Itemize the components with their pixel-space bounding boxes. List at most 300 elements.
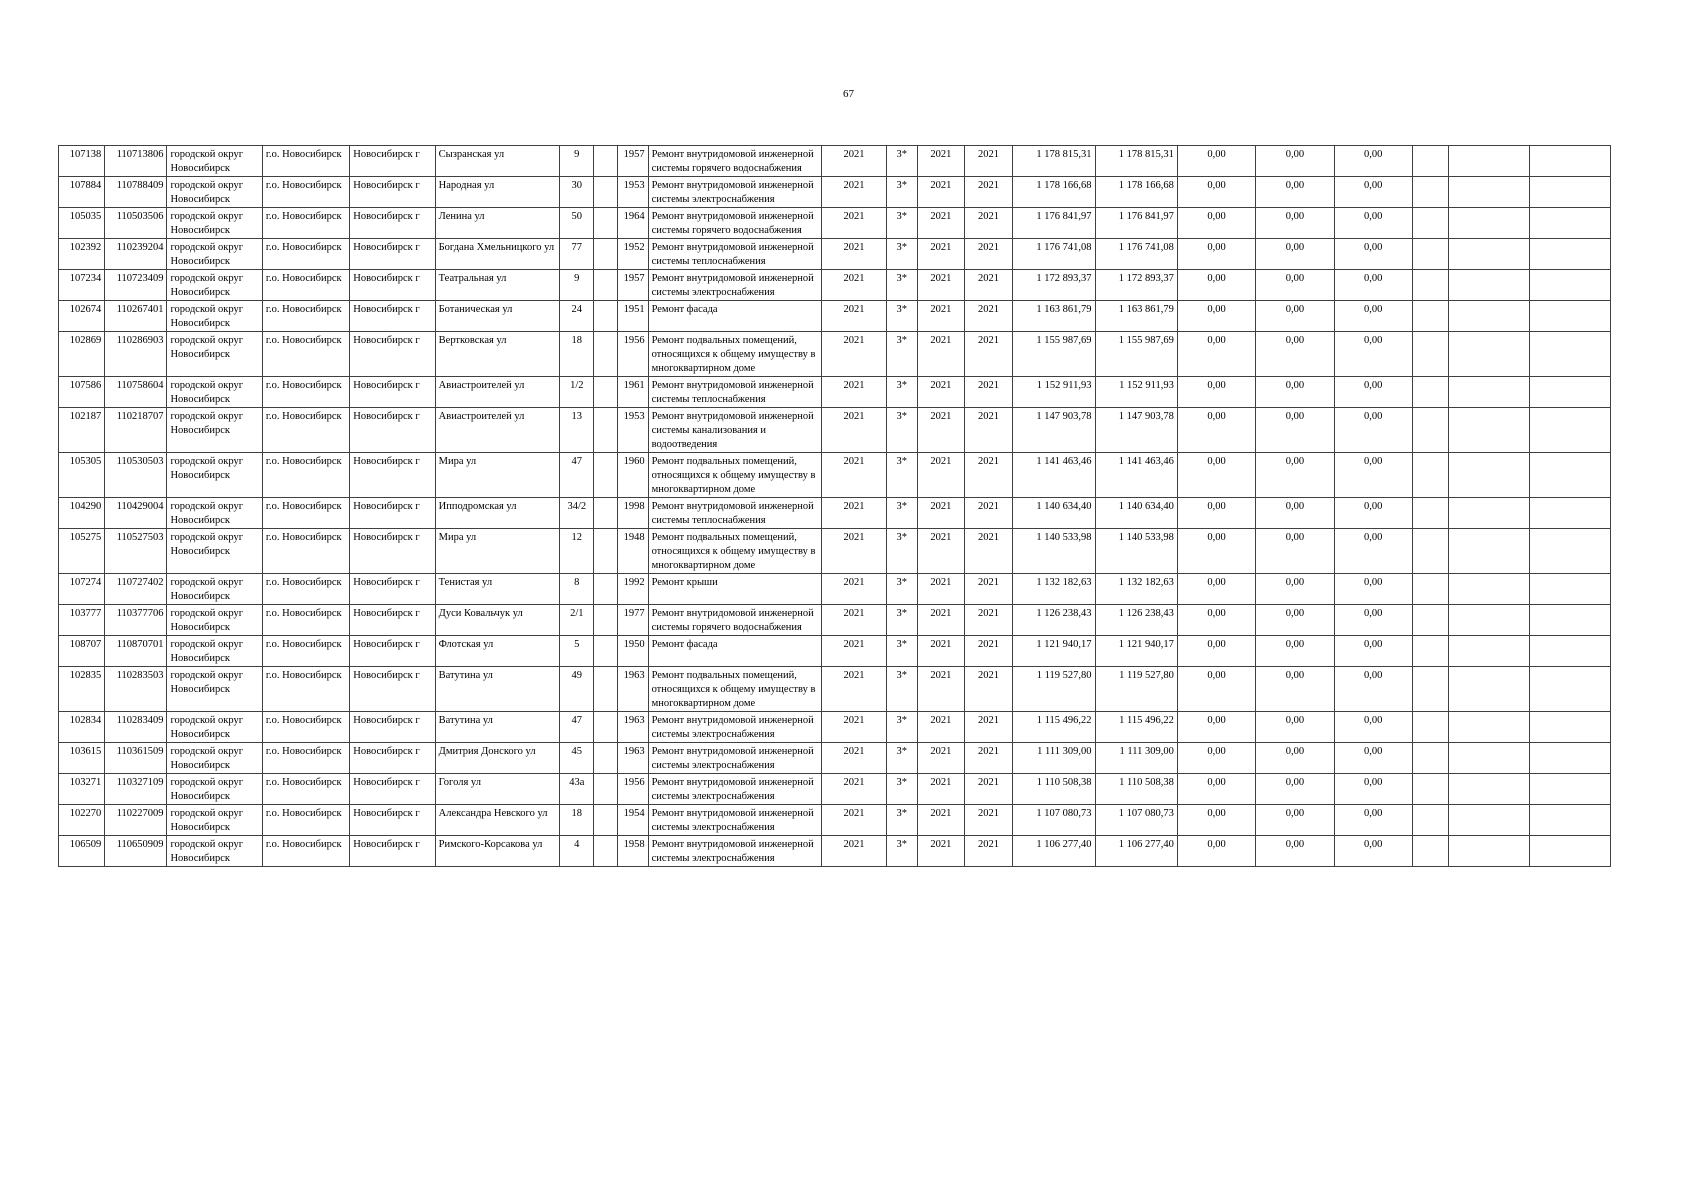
cell-extra-col-3 <box>1530 498 1611 529</box>
cell-extra-col-2 <box>1449 208 1530 239</box>
cell-city: Новосибирск г <box>350 529 435 574</box>
cell-extra-col-2 <box>1449 270 1530 301</box>
cell-extra-col-2 <box>1449 177 1530 208</box>
cell-house-code: 110758604 <box>105 377 167 408</box>
cell-street: Народная ул <box>435 177 560 208</box>
cell-cost-regional: 0,00 <box>1256 377 1334 408</box>
cell-work-type: Ремонт внутридомовой инженерной системы канализования и водоотведения <box>648 408 822 453</box>
cell-building <box>594 301 618 332</box>
cell-planned-year: 2021 <box>822 605 886 636</box>
cell-cost-fund: 1 178 815,31 <box>1095 146 1177 177</box>
cell-total-cost: 1 176 841,97 <box>1013 208 1095 239</box>
cell-record-id: 104290 <box>59 498 105 529</box>
cell-total-cost: 1 132 182,63 <box>1013 574 1095 605</box>
cell-urban-district: г.о. Новосибирск <box>262 408 349 453</box>
cell-urban-district: г.о. Новосибирск <box>262 836 349 867</box>
cell-record-id: 102869 <box>59 332 105 377</box>
cell-building <box>594 332 618 377</box>
cell-record-id: 102834 <box>59 712 105 743</box>
cell-construction-year: 1956 <box>618 332 648 377</box>
cell-start-year: 2021 <box>917 605 964 636</box>
cell-construction-year: 1963 <box>618 667 648 712</box>
cell-house-number: 18 <box>560 332 594 377</box>
cell-street: Флотская ул <box>435 636 560 667</box>
cell-cost-federal: 0,00 <box>1177 270 1255 301</box>
cell-work-type: Ремонт внутридомовой инженерной системы горячего водоснабжения <box>648 208 822 239</box>
cell-cost-fund: 1 121 940,17 <box>1095 636 1177 667</box>
cell-cost-federal: 0,00 <box>1177 774 1255 805</box>
cell-extra-col-2 <box>1449 667 1530 712</box>
cell-start-year: 2021 <box>917 805 964 836</box>
cell-house-number: 49 <box>560 667 594 712</box>
cell-record-id: 102674 <box>59 301 105 332</box>
cell-work-code: 3* <box>886 774 917 805</box>
cell-work-code: 3* <box>886 453 917 498</box>
cell-cost-federal: 0,00 <box>1177 836 1255 867</box>
cell-cost-regional: 0,00 <box>1256 177 1334 208</box>
cell-start-year: 2021 <box>917 453 964 498</box>
cell-extra-col-2 <box>1449 529 1530 574</box>
cell-urban-district: г.о. Новосибирск <box>262 805 349 836</box>
cell-planned-year: 2021 <box>822 270 886 301</box>
cell-planned-year: 2021 <box>822 239 886 270</box>
cell-city: Новосибирск г <box>350 667 435 712</box>
cell-start-year: 2021 <box>917 498 964 529</box>
table-row <box>59 332 1611 377</box>
cell-planned-year: 2021 <box>822 146 886 177</box>
cell-house-code: 110377706 <box>105 605 167 636</box>
cell-planned-year: 2021 <box>822 453 886 498</box>
cell-planned-year: 2021 <box>822 377 886 408</box>
cell-construction-year: 1956 <box>618 774 648 805</box>
cell-construction-year: 1954 <box>618 805 648 836</box>
cell-cost-regional: 0,00 <box>1256 805 1334 836</box>
cell-municipality: городской округ Новосибирск <box>167 574 262 605</box>
cell-record-id: 102835 <box>59 667 105 712</box>
cell-work-code: 3* <box>886 805 917 836</box>
cell-start-year: 2021 <box>917 177 964 208</box>
cell-work-type: Ремонт внутридомовой инженерной системы электроснабжения <box>648 836 822 867</box>
cell-cost-regional: 0,00 <box>1256 529 1334 574</box>
cell-extra-col-2 <box>1449 605 1530 636</box>
cell-urban-district: г.о. Новосибирск <box>262 177 349 208</box>
cell-house-code: 110286903 <box>105 332 167 377</box>
table-row <box>59 239 1611 270</box>
cell-building <box>594 836 618 867</box>
cell-start-year: 2021 <box>917 301 964 332</box>
cell-record-id: 105275 <box>59 529 105 574</box>
cell-extra-col-3 <box>1530 270 1611 301</box>
cell-extra-col-3 <box>1530 605 1611 636</box>
cell-urban-district: г.о. Новосибирск <box>262 774 349 805</box>
cell-municipality: городской округ Новосибирск <box>167 498 262 529</box>
cell-work-type: Ремонт фасада <box>648 301 822 332</box>
cell-municipality: городской округ Новосибирск <box>167 239 262 270</box>
cell-end-year: 2021 <box>964 774 1012 805</box>
cell-building <box>594 208 618 239</box>
cell-urban-district: г.о. Новосибирск <box>262 239 349 270</box>
cell-total-cost: 1 163 861,79 <box>1013 301 1095 332</box>
cell-extra-col-1 <box>1412 377 1448 408</box>
cell-record-id: 105035 <box>59 208 105 239</box>
cell-work-code: 3* <box>886 529 917 574</box>
cell-construction-year: 1960 <box>618 453 648 498</box>
cell-house-number: 45 <box>560 743 594 774</box>
cell-cost-federal: 0,00 <box>1177 177 1255 208</box>
cell-cost-regional: 0,00 <box>1256 774 1334 805</box>
cell-record-id: 102187 <box>59 408 105 453</box>
cell-extra-col-1 <box>1412 774 1448 805</box>
cell-extra-col-1 <box>1412 270 1448 301</box>
cell-street: Римского-Корсакова ул <box>435 836 560 867</box>
cell-total-cost: 1 147 903,78 <box>1013 408 1095 453</box>
cell-house-code: 110283503 <box>105 667 167 712</box>
cell-end-year: 2021 <box>964 408 1012 453</box>
cell-start-year: 2021 <box>917 636 964 667</box>
cell-work-code: 3* <box>886 574 917 605</box>
cell-city: Новосибирск г <box>350 301 435 332</box>
cell-house-code: 110429004 <box>105 498 167 529</box>
cell-city: Новосибирск г <box>350 408 435 453</box>
cell-work-code: 3* <box>886 498 917 529</box>
cell-urban-district: г.о. Новосибирск <box>262 529 349 574</box>
cell-work-type: Ремонт внутридомовой инженерной системы электроснабжения <box>648 177 822 208</box>
cell-cost-regional: 0,00 <box>1256 146 1334 177</box>
cell-work-code: 3* <box>886 332 917 377</box>
cell-planned-year: 2021 <box>822 836 886 867</box>
table-row <box>59 712 1611 743</box>
cell-cost-fund: 1 115 496,22 <box>1095 712 1177 743</box>
cell-cost-local: 0,00 <box>1334 146 1412 177</box>
cell-cost-local: 0,00 <box>1334 805 1412 836</box>
cell-building <box>594 177 618 208</box>
table-row <box>59 146 1611 177</box>
cell-cost-regional: 0,00 <box>1256 636 1334 667</box>
cell-end-year: 2021 <box>964 712 1012 743</box>
table-row <box>59 377 1611 408</box>
cell-extra-col-2 <box>1449 743 1530 774</box>
cell-cost-federal: 0,00 <box>1177 498 1255 529</box>
cell-street: Театральная ул <box>435 270 560 301</box>
cell-street: Дмитрия Донского ул <box>435 743 560 774</box>
table-row <box>59 836 1611 867</box>
cell-cost-fund: 1 119 527,80 <box>1095 667 1177 712</box>
cell-street: Тенистая ул <box>435 574 560 605</box>
cell-building <box>594 239 618 270</box>
cell-house-number: 4 <box>560 836 594 867</box>
cell-street: Вертковская ул <box>435 332 560 377</box>
cell-construction-year: 1958 <box>618 836 648 867</box>
cell-cost-fund: 1 140 634,40 <box>1095 498 1177 529</box>
cell-cost-local: 0,00 <box>1334 498 1412 529</box>
cell-cost-local: 0,00 <box>1334 667 1412 712</box>
cell-extra-col-2 <box>1449 239 1530 270</box>
cell-cost-regional: 0,00 <box>1256 574 1334 605</box>
cell-record-id: 103271 <box>59 774 105 805</box>
cell-construction-year: 1963 <box>618 712 648 743</box>
cell-extra-col-2 <box>1449 377 1530 408</box>
cell-end-year: 2021 <box>964 177 1012 208</box>
cell-cost-federal: 0,00 <box>1177 301 1255 332</box>
cell-cost-federal: 0,00 <box>1177 453 1255 498</box>
table-row <box>59 208 1611 239</box>
cell-extra-col-2 <box>1449 836 1530 867</box>
cell-total-cost: 1 155 987,69 <box>1013 332 1095 377</box>
cell-street: Гоголя ул <box>435 774 560 805</box>
cell-urban-district: г.о. Новосибирск <box>262 332 349 377</box>
cell-construction-year: 1957 <box>618 270 648 301</box>
cell-extra-col-3 <box>1530 377 1611 408</box>
cell-house-code: 110227009 <box>105 805 167 836</box>
cell-municipality: городской округ Новосибирск <box>167 636 262 667</box>
cell-extra-col-1 <box>1412 712 1448 743</box>
cell-urban-district: г.о. Новосибирск <box>262 301 349 332</box>
cell-extra-col-1 <box>1412 805 1448 836</box>
cell-total-cost: 1 106 277,40 <box>1013 836 1095 867</box>
cell-total-cost: 1 140 533,98 <box>1013 529 1095 574</box>
cell-extra-col-3 <box>1530 177 1611 208</box>
cell-work-code: 3* <box>886 270 917 301</box>
cell-city: Новосибирск г <box>350 332 435 377</box>
table-row <box>59 605 1611 636</box>
cell-record-id: 102392 <box>59 239 105 270</box>
cell-urban-district: г.о. Новосибирск <box>262 377 349 408</box>
cell-house-number: 30 <box>560 177 594 208</box>
cell-end-year: 2021 <box>964 743 1012 774</box>
cell-total-cost: 1 176 741,08 <box>1013 239 1095 270</box>
cell-cost-federal: 0,00 <box>1177 408 1255 453</box>
cell-house-number: 24 <box>560 301 594 332</box>
cell-house-code: 110283409 <box>105 712 167 743</box>
cell-record-id: 103615 <box>59 743 105 774</box>
cell-end-year: 2021 <box>964 146 1012 177</box>
cell-construction-year: 1950 <box>618 636 648 667</box>
cell-total-cost: 1 121 940,17 <box>1013 636 1095 667</box>
cell-extra-col-1 <box>1412 836 1448 867</box>
cell-cost-fund: 1 110 508,38 <box>1095 774 1177 805</box>
cell-planned-year: 2021 <box>822 529 886 574</box>
cell-building <box>594 774 618 805</box>
cell-cost-fund: 1 126 238,43 <box>1095 605 1177 636</box>
cell-house-code: 110239204 <box>105 239 167 270</box>
cell-planned-year: 2021 <box>822 301 886 332</box>
cell-extra-col-2 <box>1449 805 1530 836</box>
cell-building <box>594 529 618 574</box>
cell-end-year: 2021 <box>964 270 1012 301</box>
cell-municipality: городской округ Новосибирск <box>167 301 262 332</box>
cell-extra-col-3 <box>1530 667 1611 712</box>
cell-building <box>594 636 618 667</box>
table-row <box>59 774 1611 805</box>
cell-cost-federal: 0,00 <box>1177 712 1255 743</box>
cell-house-number: 2/1 <box>560 605 594 636</box>
table-row <box>59 574 1611 605</box>
cell-house-number: 12 <box>560 529 594 574</box>
cell-construction-year: 1951 <box>618 301 648 332</box>
cell-building <box>594 270 618 301</box>
cell-work-type: Ремонт внутридомовой инженерной системы электроснабжения <box>648 805 822 836</box>
cell-house-number: 47 <box>560 712 594 743</box>
cell-planned-year: 2021 <box>822 774 886 805</box>
cell-street: Ипподромская ул <box>435 498 560 529</box>
cell-building <box>594 574 618 605</box>
cell-city: Новосибирск г <box>350 774 435 805</box>
cell-work-type: Ремонт внутридомовой инженерной системы электроснабжения <box>648 712 822 743</box>
table-row <box>59 805 1611 836</box>
cell-cost-regional: 0,00 <box>1256 408 1334 453</box>
cell-construction-year: 1948 <box>618 529 648 574</box>
cell-start-year: 2021 <box>917 743 964 774</box>
cell-cost-federal: 0,00 <box>1177 574 1255 605</box>
cell-construction-year: 1953 <box>618 177 648 208</box>
cell-cost-federal: 0,00 <box>1177 605 1255 636</box>
cell-cost-fund: 1 155 987,69 <box>1095 332 1177 377</box>
cell-work-type: Ремонт внутридомовой инженерной системы горячего водоснабжения <box>648 146 822 177</box>
cell-end-year: 2021 <box>964 239 1012 270</box>
cell-extra-col-3 <box>1530 208 1611 239</box>
cell-building <box>594 712 618 743</box>
cell-street: Ленина ул <box>435 208 560 239</box>
cell-cost-fund: 1 176 741,08 <box>1095 239 1177 270</box>
cell-city: Новосибирск г <box>350 177 435 208</box>
cell-start-year: 2021 <box>917 208 964 239</box>
cell-work-type: Ремонт подвальных помещений, относящихся к общему имуществу в многоквартирном доме <box>648 529 822 574</box>
cell-end-year: 2021 <box>964 332 1012 377</box>
cell-planned-year: 2021 <box>822 743 886 774</box>
cell-work-code: 3* <box>886 239 917 270</box>
cell-extra-col-3 <box>1530 301 1611 332</box>
cell-house-number: 18 <box>560 805 594 836</box>
cell-total-cost: 1 111 309,00 <box>1013 743 1095 774</box>
cell-house-number: 13 <box>560 408 594 453</box>
cell-urban-district: г.о. Новосибирск <box>262 453 349 498</box>
cell-extra-col-1 <box>1412 636 1448 667</box>
cell-urban-district: г.о. Новосибирск <box>262 208 349 239</box>
cell-planned-year: 2021 <box>822 805 886 836</box>
cell-extra-col-3 <box>1530 805 1611 836</box>
cell-extra-col-3 <box>1530 636 1611 667</box>
cell-construction-year: 1957 <box>618 146 648 177</box>
cell-house-code: 110527503 <box>105 529 167 574</box>
cell-municipality: городской округ Новосибирск <box>167 177 262 208</box>
cell-extra-col-2 <box>1449 636 1530 667</box>
cell-urban-district: г.о. Новосибирск <box>262 712 349 743</box>
cell-city: Новосибирск г <box>350 453 435 498</box>
cell-end-year: 2021 <box>964 836 1012 867</box>
cell-total-cost: 1 110 508,38 <box>1013 774 1095 805</box>
cell-work-type: Ремонт фасада <box>648 636 822 667</box>
cell-cost-local: 0,00 <box>1334 177 1412 208</box>
cell-cost-local: 0,00 <box>1334 408 1412 453</box>
cell-end-year: 2021 <box>964 498 1012 529</box>
cell-extra-col-1 <box>1412 453 1448 498</box>
cell-work-code: 3* <box>886 301 917 332</box>
cell-work-code: 3* <box>886 208 917 239</box>
cell-work-code: 3* <box>886 836 917 867</box>
cell-cost-regional: 0,00 <box>1256 301 1334 332</box>
cell-house-code: 110218707 <box>105 408 167 453</box>
cell-extra-col-1 <box>1412 529 1448 574</box>
cell-urban-district: г.о. Новосибирск <box>262 574 349 605</box>
cell-planned-year: 2021 <box>822 574 886 605</box>
cell-construction-year: 1998 <box>618 498 648 529</box>
cell-city: Новосибирск г <box>350 377 435 408</box>
cell-house-number: 1/2 <box>560 377 594 408</box>
cell-house-number: 9 <box>560 270 594 301</box>
cell-total-cost: 1 152 911,93 <box>1013 377 1095 408</box>
cell-extra-col-3 <box>1530 146 1611 177</box>
cell-extra-col-3 <box>1530 712 1611 743</box>
cell-extra-col-1 <box>1412 743 1448 774</box>
cell-cost-regional: 0,00 <box>1256 332 1334 377</box>
table-row <box>59 636 1611 667</box>
cell-cost-fund: 1 178 166,68 <box>1095 177 1177 208</box>
cell-cost-federal: 0,00 <box>1177 805 1255 836</box>
cell-cost-regional: 0,00 <box>1256 667 1334 712</box>
cell-planned-year: 2021 <box>822 408 886 453</box>
cell-cost-fund: 1 172 893,37 <box>1095 270 1177 301</box>
cell-house-code: 110723409 <box>105 270 167 301</box>
cell-cost-fund: 1 107 080,73 <box>1095 805 1177 836</box>
cell-city: Новосибирск г <box>350 270 435 301</box>
cell-municipality: городской округ Новосибирск <box>167 805 262 836</box>
cell-work-type: Ремонт подвальных помещений, относящихся к общему имуществу в многоквартирном доме <box>648 667 822 712</box>
table-row <box>59 453 1611 498</box>
cell-cost-federal: 0,00 <box>1177 743 1255 774</box>
cell-extra-col-3 <box>1530 453 1611 498</box>
cell-cost-fund: 1 147 903,78 <box>1095 408 1177 453</box>
cell-construction-year: 1963 <box>618 743 648 774</box>
cell-cost-fund: 1 176 841,97 <box>1095 208 1177 239</box>
cell-building <box>594 605 618 636</box>
cell-building <box>594 146 618 177</box>
cell-building <box>594 453 618 498</box>
cell-house-code: 110788409 <box>105 177 167 208</box>
cell-city: Новосибирск г <box>350 146 435 177</box>
cell-total-cost: 1 119 527,80 <box>1013 667 1095 712</box>
cell-house-code: 110650909 <box>105 836 167 867</box>
cell-cost-local: 0,00 <box>1334 636 1412 667</box>
cell-start-year: 2021 <box>917 529 964 574</box>
cell-street: Ватутина ул <box>435 712 560 743</box>
cell-start-year: 2021 <box>917 774 964 805</box>
table-row <box>59 408 1611 453</box>
cell-extra-col-1 <box>1412 146 1448 177</box>
cell-planned-year: 2021 <box>822 712 886 743</box>
cell-municipality: городской округ Новосибирск <box>167 208 262 239</box>
cell-cost-regional: 0,00 <box>1256 498 1334 529</box>
cell-extra-col-2 <box>1449 146 1530 177</box>
cell-total-cost: 1 140 634,40 <box>1013 498 1095 529</box>
cell-work-code: 3* <box>886 667 917 712</box>
cell-extra-col-3 <box>1530 529 1611 574</box>
cell-house-number: 5 <box>560 636 594 667</box>
cell-house-code: 110361509 <box>105 743 167 774</box>
cell-building <box>594 667 618 712</box>
cell-house-number: 34/2 <box>560 498 594 529</box>
cell-cost-local: 0,00 <box>1334 836 1412 867</box>
table-row <box>59 743 1611 774</box>
cell-cost-fund: 1 163 861,79 <box>1095 301 1177 332</box>
cell-city: Новосибирск г <box>350 239 435 270</box>
cell-extra-col-1 <box>1412 605 1448 636</box>
cell-record-id: 102270 <box>59 805 105 836</box>
cell-end-year: 2021 <box>964 301 1012 332</box>
cell-house-code: 110530503 <box>105 453 167 498</box>
cell-cost-regional: 0,00 <box>1256 270 1334 301</box>
cell-record-id: 107274 <box>59 574 105 605</box>
cell-total-cost: 1 115 496,22 <box>1013 712 1095 743</box>
